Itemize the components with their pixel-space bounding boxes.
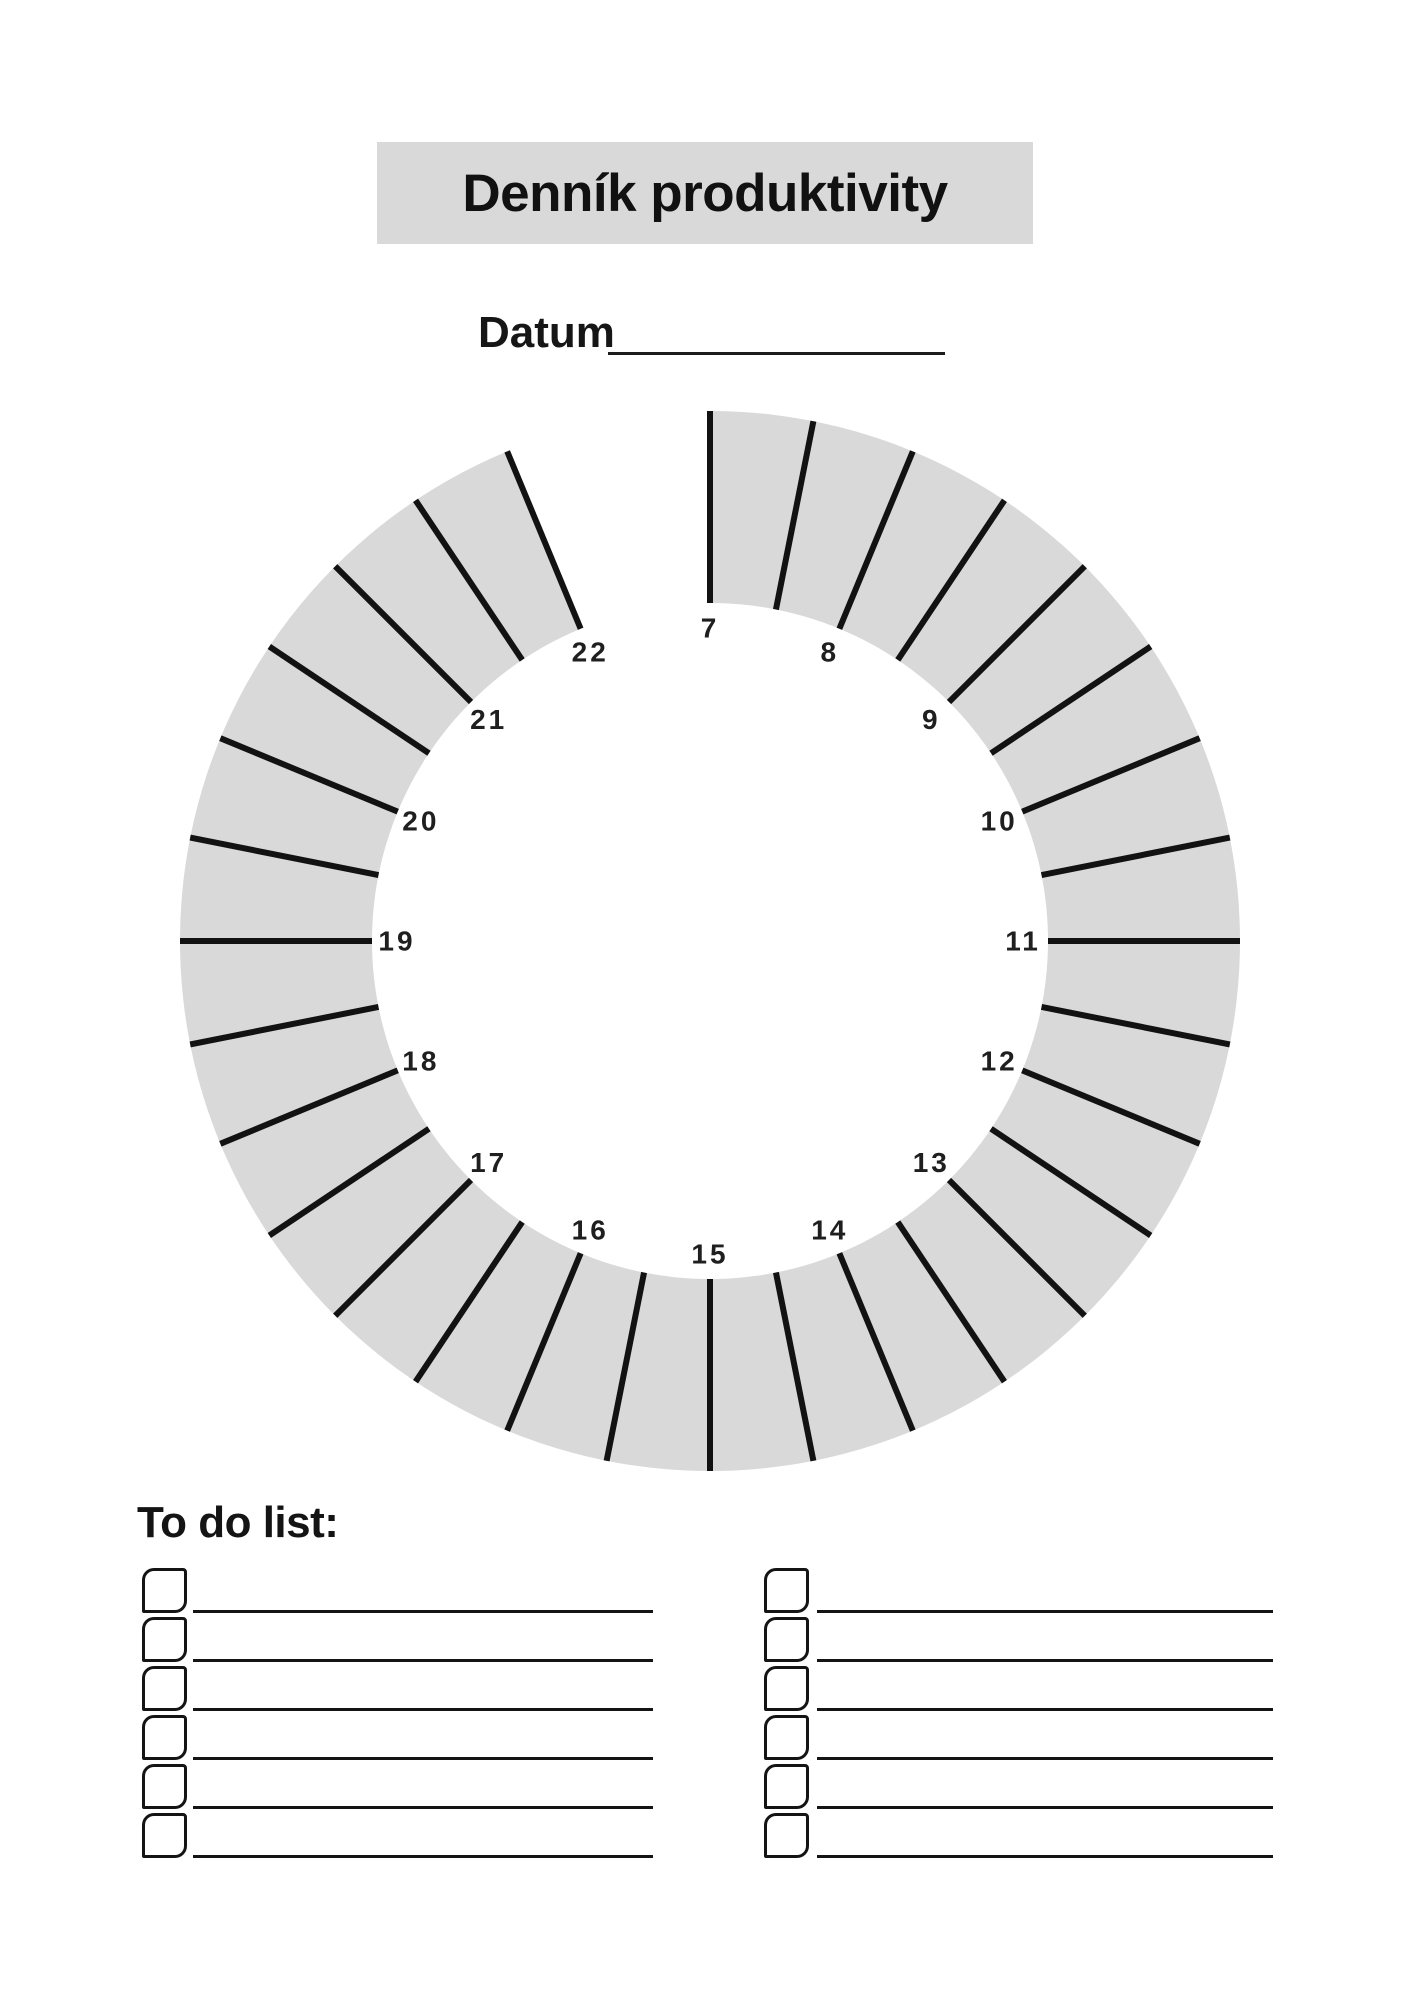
todo-row bbox=[764, 1813, 1273, 1858]
hour-label-15: 15 bbox=[691, 1238, 729, 1270]
todo-checkbox[interactable] bbox=[764, 1666, 809, 1711]
todo-checkbox[interactable] bbox=[142, 1568, 187, 1613]
todo-checkbox[interactable] bbox=[142, 1764, 187, 1809]
todo-row bbox=[142, 1666, 653, 1711]
todo-checkbox[interactable] bbox=[764, 1813, 809, 1858]
hour-label-22: 22 bbox=[571, 636, 609, 668]
todo-row bbox=[764, 1764, 1273, 1809]
hour-label-14: 14 bbox=[811, 1214, 849, 1246]
todo-row bbox=[142, 1715, 653, 1760]
hour-label-19: 19 bbox=[378, 925, 416, 957]
hour-label-9: 9 bbox=[922, 704, 941, 736]
todo-row bbox=[764, 1666, 1273, 1711]
todo-checkbox[interactable] bbox=[764, 1617, 809, 1662]
todo-row bbox=[142, 1568, 653, 1613]
todo-row bbox=[764, 1715, 1273, 1760]
hour-label-13: 13 bbox=[912, 1146, 950, 1178]
hour-label-12: 12 bbox=[980, 1045, 1018, 1077]
hour-label-21: 21 bbox=[470, 704, 508, 736]
todo-heading: To do list: bbox=[137, 1498, 339, 1547]
hour-label-18: 18 bbox=[402, 1045, 440, 1077]
todo-write-line[interactable] bbox=[817, 1568, 1273, 1613]
todo-write-line[interactable] bbox=[193, 1568, 653, 1613]
todo-write-line[interactable] bbox=[193, 1715, 653, 1760]
todo-column-right bbox=[764, 1568, 1273, 1862]
todo-checkbox[interactable] bbox=[142, 1666, 187, 1711]
todo-checkbox[interactable] bbox=[764, 1715, 809, 1760]
todo-row bbox=[142, 1617, 653, 1662]
date-label: Datum bbox=[478, 308, 615, 357]
hour-label-17: 17 bbox=[470, 1146, 508, 1178]
hour-label-7: 7 bbox=[700, 612, 720, 644]
todo-write-line[interactable] bbox=[193, 1813, 653, 1858]
todo-row bbox=[764, 1617, 1273, 1662]
todo-column-left bbox=[142, 1568, 653, 1862]
todo-checkbox[interactable] bbox=[142, 1813, 187, 1858]
todo-checkbox[interactable] bbox=[142, 1617, 187, 1662]
todo-row bbox=[142, 1813, 653, 1858]
todo-write-line[interactable] bbox=[817, 1764, 1273, 1809]
hour-label-16: 16 bbox=[571, 1214, 609, 1246]
todo-write-line[interactable] bbox=[817, 1715, 1273, 1760]
page-title: Denník produktivity bbox=[377, 142, 1033, 244]
todo-checkbox[interactable] bbox=[764, 1568, 809, 1613]
todo-write-line[interactable] bbox=[817, 1617, 1273, 1662]
hour-label-8: 8 bbox=[820, 636, 840, 668]
todo-write-line[interactable] bbox=[817, 1813, 1273, 1858]
todo-row bbox=[764, 1568, 1273, 1613]
todo-write-line[interactable] bbox=[817, 1666, 1273, 1711]
hour-label-20: 20 bbox=[402, 805, 440, 837]
todo-checkbox[interactable] bbox=[142, 1715, 187, 1760]
todo-row bbox=[142, 1764, 653, 1809]
hour-label-11: 11 bbox=[1005, 925, 1041, 957]
todo-write-line[interactable] bbox=[193, 1764, 653, 1809]
hour-label-10: 10 bbox=[980, 805, 1018, 837]
todo-write-line[interactable] bbox=[193, 1617, 653, 1662]
todo-write-line[interactable] bbox=[193, 1666, 653, 1711]
todo-checkbox[interactable] bbox=[764, 1764, 809, 1809]
